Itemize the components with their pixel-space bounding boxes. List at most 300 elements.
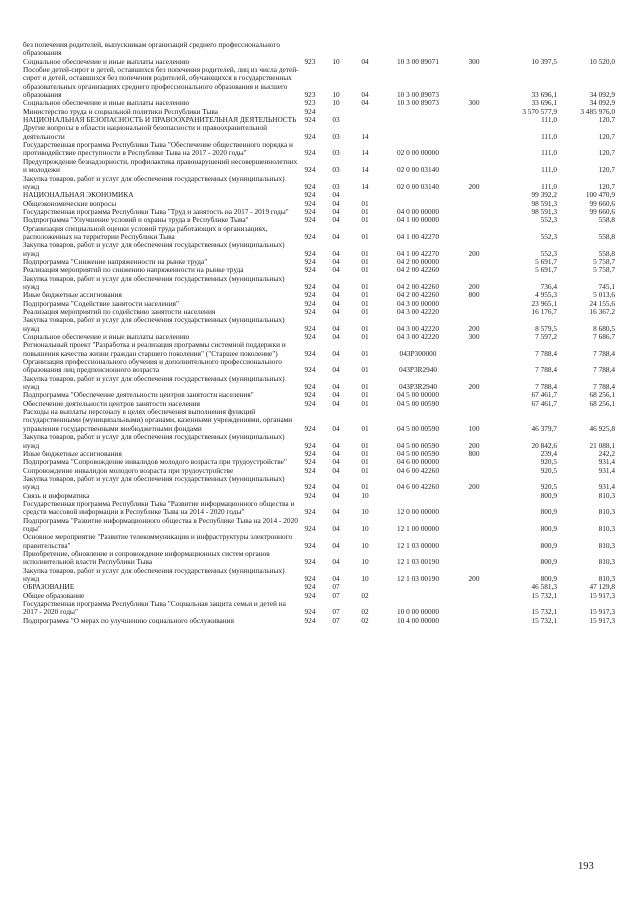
cell-subsection: 01 <box>361 281 369 291</box>
cell-target-article: 043P300000 <box>399 348 437 358</box>
cell-grbs: 924 <box>304 307 316 316</box>
cell-amount-year1: 111,0 <box>541 131 557 141</box>
cell-grbs: 924 <box>304 115 316 125</box>
cell-section: 04 <box>332 348 340 358</box>
cell-target-article: 04 5 00 00590 <box>397 398 439 408</box>
cell-target-article: 12 1 03 00190 <box>397 574 439 583</box>
cell-section: 04 <box>332 332 340 342</box>
cell-target-article: 043P3R2940 <box>398 382 438 392</box>
cell-grbs: 924 <box>304 248 316 258</box>
cell-subsection <box>351 108 379 116</box>
cell-section: 04 <box>332 482 340 492</box>
cell-amount-year1: 23 965,1 <box>531 298 557 308</box>
row-name: Социальное обеспечение и иные выплаты населению <box>23 56 190 66</box>
cell-expense-type <box>457 492 491 500</box>
cell-amount-year2: 810,3 <box>598 540 615 550</box>
cell-amount-year2: 5 758,7 <box>593 256 615 266</box>
cell-target-article: 04 1 00 42270 <box>397 231 439 241</box>
cell-amount-year1: 67 461,7 <box>531 398 557 408</box>
cell-target-article: 04 5 00 00590 <box>397 423 439 433</box>
cell-subsection: 01 <box>361 248 369 258</box>
cell-section: 10 <box>332 56 340 66</box>
cell-grbs: 924 <box>304 106 316 116</box>
cell-subsection: 01 <box>361 307 369 316</box>
cell-section: 04 <box>332 298 340 308</box>
row-name: Организация специальной оценки условий труда работающих в организациях, расположенных на территории Республики Тыва <box>23 223 268 241</box>
cell-amount-year1: 33 696,1 <box>531 90 557 100</box>
cell-section: 10 <box>332 98 340 108</box>
cell-section: 04 <box>332 323 340 333</box>
cell-section: 03 <box>332 181 340 191</box>
cell-grbs: 924 <box>304 206 316 216</box>
table-row <box>23 316 615 333</box>
cell-target-article <box>379 108 457 116</box>
cell-expense-type <box>457 358 491 375</box>
table-row <box>23 241 615 258</box>
cell-subsection: 04 <box>361 98 369 108</box>
cell-section: 04 <box>332 307 340 316</box>
cell-expense-type <box>457 158 491 175</box>
cell-grbs: 924 <box>304 574 316 583</box>
cell-subsection: 01 <box>361 448 369 458</box>
row-name: Общеэкономические вопросы <box>23 198 117 208</box>
cell-subsection: 04 <box>361 90 369 100</box>
cell-grbs: 924 <box>304 181 316 191</box>
cell-expense-type <box>457 41 491 58</box>
cell-section: 07 <box>332 615 340 625</box>
cell-subsection: 01 <box>361 323 369 333</box>
cell-amount-year1: 552,3 <box>540 248 557 258</box>
table-row <box>23 358 615 375</box>
cell-grbs: 924 <box>304 256 316 266</box>
cell-expense-type <box>457 600 491 617</box>
row-name: Государственная программа Республики Тыва "Развитие информационного общества и средств массовой информации в Республике Тыва на 2014 - 2020 годы" <box>23 498 295 517</box>
cell-amount-year1: 800,9 <box>540 507 557 517</box>
row-name: Подпрограмма "Содействие занятости населения" <box>23 298 179 308</box>
cell-amount-year1: 10 397,5 <box>531 56 557 66</box>
cell-amount-year1: 7 597,2 <box>535 332 557 342</box>
table-row <box>23 175 615 192</box>
row-name: Основное мероприятие "Развитие телекоммуникации и инфраструктуры электронного правительства" <box>23 532 293 550</box>
cell-expense-type: 300 <box>468 98 480 108</box>
cell-grbs: 924 <box>304 365 316 375</box>
table-row <box>23 517 615 534</box>
cell-grbs: 924 <box>304 131 316 141</box>
cell-expense-type <box>457 108 491 116</box>
cell-subsection: 01 <box>361 382 369 392</box>
cell-amount-year1: 239,4 <box>540 448 557 458</box>
cell-amount-year1: 920,5 <box>540 457 557 467</box>
cell-amount-year1: 15 732,1 <box>531 607 557 617</box>
table-row <box>23 66 615 99</box>
row-name: Подпрограмма "О мерах по улучшению социального обслуживания <box>23 615 234 625</box>
cell-target-article <box>379 116 457 124</box>
cell-target-article <box>379 124 457 141</box>
cell-section: 04 <box>332 206 340 216</box>
cell-grbs: 924 <box>304 190 316 200</box>
cell-target-article <box>379 41 457 58</box>
table-row <box>23 225 615 242</box>
cell-grbs: 924 <box>304 507 316 517</box>
cell-amount-year1: 111,0 <box>541 181 557 191</box>
cell-amount-year1: 8 579,5 <box>535 323 557 333</box>
cell-amount-year2: 5 013,6 <box>593 290 615 300</box>
table-row <box>23 600 615 617</box>
row-name: Социальное обеспечение и иные выплаты населению <box>23 98 190 108</box>
cell-subsection: 10 <box>361 490 369 500</box>
row-name: Закупка товаров, работ и услуг для обеспечения государственных (муниципальных) нужд <box>23 565 285 583</box>
table-row <box>23 500 615 517</box>
cell-expense-type <box>457 617 491 625</box>
cell-section: 04 <box>332 398 340 408</box>
cell-grbs: 924 <box>304 457 316 467</box>
cell-grbs: 924 <box>304 390 316 400</box>
cell-target-article: 12 1 00 00000 <box>397 523 439 533</box>
cell-target-article: 04 6 00 42260 <box>397 482 439 492</box>
cell-expense-type: 200 <box>468 323 480 333</box>
cell-grbs: 924 <box>304 540 316 550</box>
cell-target-article: 043P3R2940 <box>398 365 438 375</box>
cell-amount-year1: 552,3 <box>540 215 557 225</box>
cell-amount-year1 <box>491 41 557 58</box>
table-row <box>23 124 615 141</box>
cell-section: 07 <box>332 607 340 617</box>
cell-amount-year2: 558,8 <box>598 231 615 241</box>
cell-grbs: 924 <box>304 440 316 450</box>
cell-amount-year2: 810,3 <box>598 557 615 567</box>
cell-target-article: 04 2 00 00000 <box>397 256 439 266</box>
cell-grbs: 924 <box>304 465 316 475</box>
table-row <box>23 567 615 584</box>
cell-amount-year1: 7 788,4 <box>535 365 557 375</box>
table-row <box>23 375 615 392</box>
cell-target-article <box>379 583 457 591</box>
row-name: Государственная программа Республики Тыва "Социальная защита семьи и детей на 2017 - 2020 годы" <box>23 599 286 617</box>
table-row <box>23 617 615 625</box>
table-row <box>23 141 615 158</box>
cell-grbs: 924 <box>304 490 316 500</box>
cell-expense-type <box>457 308 491 316</box>
cell-amount-year2: 7 788,4 <box>593 348 615 358</box>
cell-amount-year1: 920,5 <box>540 465 557 475</box>
cell-section: 04 <box>332 365 340 375</box>
cell-expense-type <box>457 400 491 408</box>
cell-section <box>321 41 351 58</box>
cell-expense-type <box>457 500 491 517</box>
row-name: Закупка товаров, работ и услуг для обеспечения государственных (муниципальных) нужд <box>23 240 285 258</box>
row-name: Закупка товаров, работ и услуг для обеспечения государственных (муниципальных) нужд <box>23 373 285 392</box>
cell-amount-year2: 99 660,6 <box>589 206 615 216</box>
cell-expense-type <box>457 592 491 600</box>
cell-amount-year1: 16 176,7 <box>531 307 557 316</box>
cell-expense-type <box>457 300 491 308</box>
cell-grbs <box>299 41 321 58</box>
cell-section: 03 <box>332 115 340 125</box>
cell-expense-type: 100 <box>468 423 480 433</box>
cell-subsection <box>351 116 379 124</box>
cell-amount-year2: 68 256,1 <box>589 398 615 408</box>
table-row <box>23 433 615 450</box>
cell-section: 10 <box>332 90 340 100</box>
cell-subsection: 01 <box>361 365 369 375</box>
cell-amount-year2: 24 155,6 <box>589 298 615 308</box>
cell-amount-year1: 99 392,2 <box>531 190 557 200</box>
table-row <box>23 533 615 550</box>
row-name: Закупка товаров, работ и услуг для обеспечения государственных (муниципальных) нужд <box>23 315 285 333</box>
cell-section: 04 <box>332 440 340 450</box>
cell-subsection: 04 <box>361 56 369 66</box>
cell-subsection: 01 <box>361 265 369 275</box>
cell-subsection <box>351 41 379 58</box>
cell-amount-year2: 558,8 <box>598 215 615 225</box>
row-name: Иные бюджетные ассигнования <box>23 448 122 458</box>
cell-expense-type <box>457 124 491 141</box>
cell-expense-type: 200 <box>468 181 480 191</box>
cell-expense-type: 200 <box>468 440 480 450</box>
cell-amount-year1: 800,9 <box>540 540 557 550</box>
table-row <box>23 408 615 433</box>
row-name: Организация профессионального обучения и дополнительного профессионального образования лиц предпенсионного возраста <box>23 357 282 375</box>
cell-amount-year2: 15 917,3 <box>589 615 615 625</box>
cell-section: 03 <box>332 148 340 158</box>
cell-amount-year1: 4 955,3 <box>535 290 557 300</box>
cell-subsection: 01 <box>361 256 369 266</box>
cell-subsection: 01 <box>361 348 369 358</box>
cell-amount-year2 <box>557 41 615 58</box>
cell-amount-year2: 15 917,3 <box>589 590 615 600</box>
cell-expense-type <box>457 583 491 591</box>
cell-section: 04 <box>332 190 340 200</box>
cell-expense-type <box>457 141 491 158</box>
cell-section: 04 <box>332 507 340 517</box>
row-name: Приобретение, обновление и сопровождение информационных систем органов исполнительной власти Республики Тыва <box>23 548 270 567</box>
table-row <box>23 41 615 58</box>
cell-target-article: 04 1 00 00000 <box>397 215 439 225</box>
cell-subsection: 01 <box>361 465 369 475</box>
cell-subsection: 01 <box>361 398 369 408</box>
cell-amount-year2: 810,3 <box>598 574 615 583</box>
cell-amount-year2: 745,1 <box>598 281 615 291</box>
row-name: без попечения родителей, выпускникам организаций среднего профессионального образования <box>23 40 280 58</box>
row-name: Закупка товаров, работ и услуг для обеспечения государственных (муниципальных) нужд <box>23 273 285 291</box>
cell-target-article: 04 1 00 42270 <box>397 248 439 258</box>
cell-amount-year2: 46 925,8 <box>589 423 615 433</box>
cell-amount-year2: 16 367,2 <box>589 307 615 316</box>
cell-amount-year1: 920,5 <box>540 482 557 492</box>
cell-amount-year1: 7 788,4 <box>535 382 557 392</box>
cell-amount-year2: 120,7 <box>598 131 615 141</box>
cell-section: 04 <box>332 540 340 550</box>
cell-subsection: 10 <box>361 540 369 550</box>
cell-amount-year2: 34 092,9 <box>589 98 615 108</box>
cell-section: 04 <box>332 574 340 583</box>
cell-amount-year2: 810,3 <box>598 523 615 533</box>
cell-amount-year1: 3 570 577,9 <box>522 106 557 116</box>
cell-subsection: 02 <box>361 615 369 625</box>
row-name: Связь и информатика <box>23 490 90 500</box>
cell-amount-year2: 7 686,7 <box>593 332 615 342</box>
cell-target-article: 04 2 00 42260 <box>397 290 439 300</box>
cell-expense-type <box>457 191 491 199</box>
row-name: Обеспечение деятельности центров занятости населения <box>23 398 200 408</box>
cell-target-article: 02 0 00 03140 <box>397 165 439 175</box>
cell-amount-year1: 552,3 <box>540 231 557 241</box>
budget-table <box>23 41 615 625</box>
cell-amount-year2: 10 520,0 <box>589 56 615 66</box>
cell-expense-type <box>457 216 491 224</box>
cell-subsection: 14 <box>361 165 369 175</box>
cell-amount-year2: 120,7 <box>598 115 615 125</box>
cell-expense-type: 300 <box>468 332 480 342</box>
cell-amount-year1: 67 461,7 <box>531 390 557 400</box>
row-name: Подпрограмма "Обеспечение деятельности центров занятости населения" <box>23 390 254 400</box>
cell-target-article: 04 0 00 00000 <box>397 206 439 216</box>
cell-grbs: 924 <box>304 332 316 342</box>
cell-amount-year2: 15 917,3 <box>589 607 615 617</box>
cell-section: 04 <box>332 457 340 467</box>
cell-amount-year2: 68 256,1 <box>589 390 615 400</box>
row-name: Реализация мероприятий по содействию занятости населения <box>23 307 216 316</box>
cell-section: 04 <box>332 557 340 567</box>
table-row <box>23 341 615 358</box>
cell-subsection: 10 <box>361 523 369 533</box>
page-number: 193 <box>578 861 594 872</box>
cell-target-article: 04 3 00 42220 <box>397 332 439 342</box>
cell-target-article: 10 0 00 00000 <box>397 607 439 617</box>
cell-amount-year1: 46 581,3 <box>531 582 557 592</box>
table-row <box>23 583 615 591</box>
row-name: Министерство труда и социальной политики Республики Тыва <box>23 106 218 116</box>
cell-amount-year1: 33 696,1 <box>531 98 557 108</box>
cell-grbs: 924 <box>304 198 316 208</box>
cell-amount-year2: 47 129,8 <box>589 582 615 592</box>
row-name: НАЦИОНАЛЬНАЯ БЕЗОПАСНОСТЬ И ПРАВООХРАНИТЕЛЬНАЯ ДЕЯТЕЛЬНОСТЬ <box>23 115 297 125</box>
row-name: Предупреждение безнадзорности, профилактика правонарушений несовершеннолетних и молодежи <box>23 156 298 175</box>
cell-grbs: 924 <box>304 165 316 175</box>
cell-expense-type: 200 <box>468 482 480 492</box>
cell-target-article: 04 6 00 00000 <box>397 457 439 467</box>
cell-amount-year2: 558,8 <box>598 248 615 258</box>
cell-target-article: 04 3 00 42220 <box>397 323 439 333</box>
table-row <box>23 550 615 567</box>
cell-amount-year2: 810,3 <box>598 490 615 500</box>
cell-section: 04 <box>332 231 340 241</box>
cell-target-article: 04 5 00 00590 <box>397 440 439 450</box>
cell-amount-year1: 20 842,6 <box>531 440 557 450</box>
row-name: НАЦИОНАЛЬНАЯ ЭКОНОМИКА <box>23 190 134 200</box>
cell-subsection: 14 <box>361 131 369 141</box>
cell-expense-type <box>457 533 491 550</box>
cell-subsection: 10 <box>361 574 369 583</box>
cell-target-article <box>379 592 457 600</box>
cell-amount-year2: 3 485 976,0 <box>580 106 615 116</box>
cell-expense-type <box>457 225 491 242</box>
cell-expense-type <box>457 200 491 208</box>
row-name: Общее образование <box>23 590 85 600</box>
cell-subsection: 01 <box>361 231 369 241</box>
cell-section: 04 <box>332 265 340 275</box>
cell-subsection: 14 <box>361 181 369 191</box>
cell-amount-year2: 242,2 <box>598 448 615 458</box>
row-name: Иные бюджетные ассигнования <box>23 290 122 300</box>
table-row <box>23 158 615 175</box>
cell-section: 04 <box>332 281 340 291</box>
cell-amount-year1: 15 732,1 <box>531 590 557 600</box>
cell-amount-year2: 7 788,4 <box>593 365 615 375</box>
cell-amount-year2: 34 092,9 <box>589 90 615 100</box>
cell-section: 07 <box>332 590 340 600</box>
cell-section: 04 <box>332 382 340 392</box>
cell-subsection: 01 <box>361 215 369 225</box>
row-name: Государственная программа Республики Тыва "Труд и занятость на 2017 - 2019 годы" <box>23 206 289 216</box>
cell-section: 04 <box>332 523 340 533</box>
cell-target-article: 04 3 00 00000 <box>397 298 439 308</box>
cell-grbs: 924 <box>304 398 316 408</box>
cell-target-article: 04 5 00 00000 <box>397 390 439 400</box>
cell-expense-type <box>457 517 491 534</box>
cell-subsection: 02 <box>361 590 369 600</box>
cell-amount-year1: 98 591,3 <box>531 206 557 216</box>
cell-target-article: 04 3 00 42220 <box>397 307 439 316</box>
row-name: ОБРАЗОВАНИЕ <box>23 582 75 592</box>
cell-grbs: 924 <box>304 382 316 392</box>
cell-grbs: 924 <box>304 148 316 158</box>
cell-target-article <box>379 191 457 199</box>
row-name: Сопровождение инвалидов молодого возраста при трудоустройстве <box>23 465 234 475</box>
cell-target-article <box>379 492 457 500</box>
cell-target-article: 12 1 03 00000 <box>397 540 439 550</box>
row-name: Социальное обеспечение и иные выплаты населению <box>23 332 190 342</box>
row-name: Региональный проект "Разработка и реализация программы системной поддержки и повышения качества жизни граждан старшего поколения" ("Старшее поколение") <box>23 340 286 358</box>
cell-target-article: 02 0 00 03140 <box>397 181 439 191</box>
cell-amount-year1: 111,0 <box>541 115 557 125</box>
cell-subsection: 01 <box>361 440 369 450</box>
cell-amount-year2: 21 088,1 <box>589 440 615 450</box>
row-name: Подпрограмма "Улучшение условий и охраны труда в Республике Тыва" <box>23 215 249 225</box>
cell-expense-type <box>457 341 491 358</box>
cell-subsection: 01 <box>361 332 369 342</box>
cell-section: 04 <box>332 465 340 475</box>
cell-target-article: 04 2 00 42260 <box>397 281 439 291</box>
cell-section: 04 <box>332 290 340 300</box>
cell-expense-type <box>457 116 491 124</box>
row-name: Закупка товаров, работ и услуг для обеспечения государственных (муниципальных) нужд <box>23 432 285 450</box>
cell-section: 04 <box>332 448 340 458</box>
cell-subsection: 10 <box>361 557 369 567</box>
cell-expense-type <box>457 467 491 475</box>
cell-expense-type: 200 <box>468 574 480 583</box>
cell-amount-year1: 800,9 <box>540 490 557 500</box>
cell-target-article: 10 4 00 00000 <box>397 615 439 625</box>
cell-amount-year1: 5 691,7 <box>535 265 557 275</box>
cell-amount-year2: 8 680,5 <box>593 323 615 333</box>
cell-amount-year1: 800,9 <box>540 557 557 567</box>
cell-target-article: 12 1 03 00190 <box>397 557 439 567</box>
cell-section: 03 <box>332 131 340 141</box>
cell-section: 03 <box>332 165 340 175</box>
cell-expense-type: 300 <box>468 56 480 66</box>
cell-grbs: 924 <box>304 557 316 567</box>
cell-subsection: 01 <box>361 457 369 467</box>
cell-section: 04 <box>332 248 340 258</box>
cell-target-article: 04 2 00 42260 <box>397 265 439 275</box>
table-row <box>23 275 615 292</box>
cell-grbs: 924 <box>304 231 316 241</box>
row-name: Расходы на выплаты персоналу в целях обеспечения выполнения функций государственными (муниципальными) органами, казенными учреждениями, органами управления государственными внебюджетными фондами <box>23 407 293 433</box>
row-name: Подпрограмма "Снижение напряженности на рынке труда" <box>23 256 208 266</box>
cell-amount-year2: 100 470,9 <box>585 190 615 200</box>
cell-amount-year1: 5 691,7 <box>535 256 557 266</box>
